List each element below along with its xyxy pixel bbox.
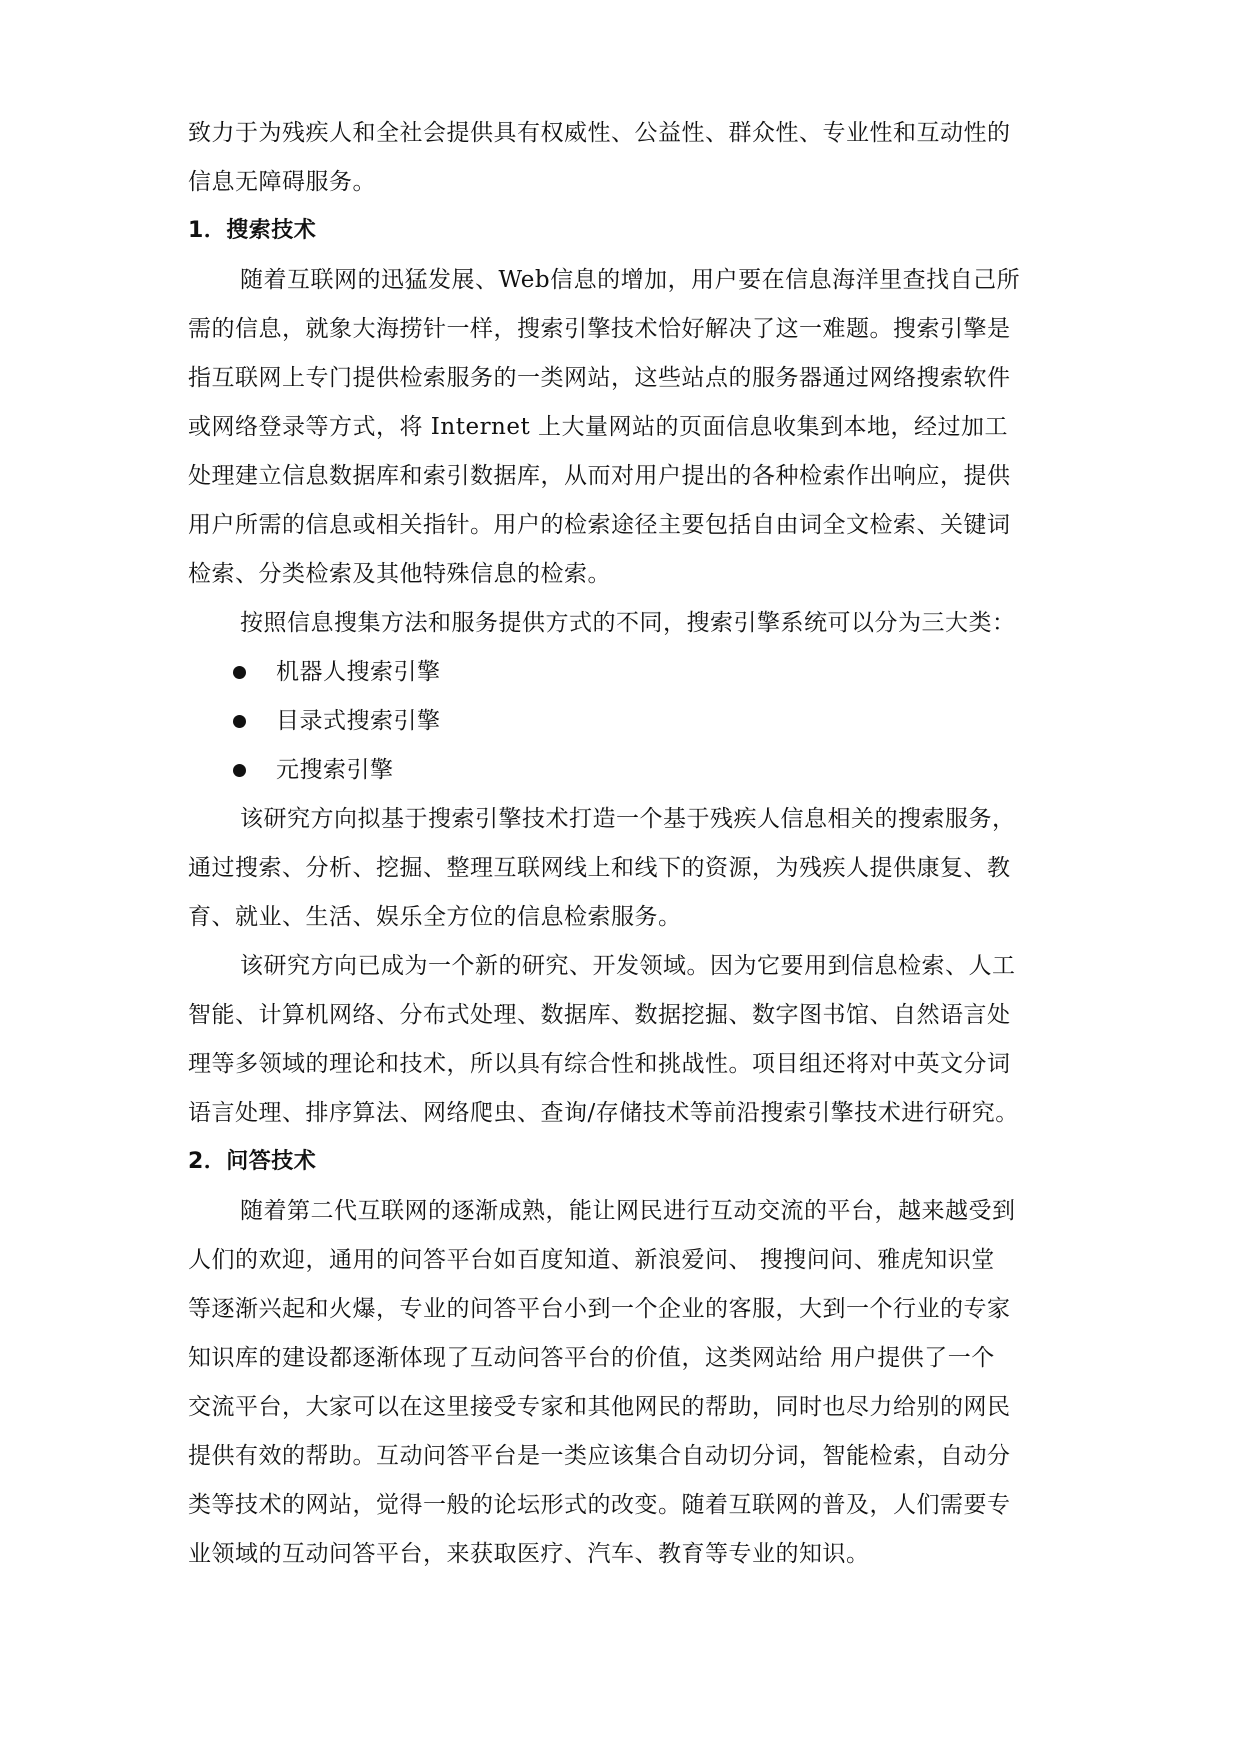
section-heading: 2．问答技术 — [188, 1149, 317, 1174]
paragraph-line: 处理建立信息数据库和索引数据库，从而对用户提出的各种检索作出响应，提供 — [188, 463, 1011, 489]
paragraph-line: 提供有效的帮助。互动问答平台是一类应该集合自动切分词，智能检索，自动分 — [188, 1443, 1011, 1469]
paragraph-line: 随着第二代互联网的逐渐成熟，能让网民进行互动交流的平台，越来越受到 — [240, 1198, 1016, 1224]
paragraph-line: 需的信息，就象大海捞针一样，搜索引擎技术恰好解决了这一难题。搜索引擎是 — [188, 316, 1011, 342]
paragraph-line: 育、就业、生活、娱乐全方位的信息检索服务。 — [188, 904, 682, 930]
bullet-text: 机器人搜索引擎 — [276, 659, 441, 685]
paragraph-line: 类等技术的网站，觉得一般的论坛形式的改变。随着互联网的普及，人们需要专 — [188, 1492, 1011, 1518]
paragraph-line: 致力于为残疾人和全社会提供具有权威性、公益性、群众性、专业性和互动性的 — [188, 120, 1011, 146]
paragraph-line: 或网络登录等方式，将 Internet 上大量网站的页面信息收集到本地，经过加工 — [188, 414, 1009, 440]
paragraph-line: 该研究方向拟基于搜索引擎技术打造一个基于残疾人信息相关的搜索服务， — [240, 806, 1016, 832]
paragraph-line: 检索、分类检索及其他特殊信息的检索。 — [188, 561, 611, 587]
paragraph-line: 知识库的建设都逐渐体现了互动问答平台的价值，这类网站给 用户提供了一个 — [188, 1345, 995, 1371]
bullet-text: 目录式搜索引擎 — [276, 708, 441, 734]
document-page — [188, 118, 1060, 1588]
paragraph-line: 通过搜索、分析、挖掘、整理互联网线上和线下的资源，为残疾人提供康复、教 — [188, 855, 1011, 881]
paragraph-line: 智能、计算机网络、分布式处理、数据库、数据挖掘、数字图书馆、自然语言处 — [188, 1002, 1011, 1028]
bullet-icon — [233, 715, 246, 728]
paragraph-line: 指互联网上专门提供检索服务的一类网站，这些站点的服务器通过网络搜索软件 — [188, 365, 1011, 391]
bullet-item — [188, 706, 1060, 736]
bullet-icon — [233, 666, 246, 679]
paragraph-line: 理等多领域的理论和技术，所以具有综合性和挑战性。项目组还将对中英文分词 — [188, 1051, 1011, 1077]
paragraph-line: 该研究方向已成为一个新的研究、开发领域。因为它要用到信息检索、人工 — [240, 953, 1016, 979]
bullet-item — [188, 657, 1060, 687]
section-heading: 1．搜索技术 — [188, 218, 317, 243]
paragraph-line: 人们的欢迎，通用的问答平台如百度知道、新浪爱问、 搜搜问问、雅虎知识堂 — [188, 1247, 995, 1273]
paragraph-line: 用户所需的信息或相关指针。用户的检索途径主要包括自由词全文检索、关键词 — [188, 512, 1011, 538]
paragraph-line: 语言处理、排序算法、网络爬虫、查询/存储技术等前沿搜索引擎技术进行研究。 — [188, 1100, 1019, 1126]
paragraph-line: 交流平台，大家可以在这里接受专家和其他网民的帮助，同时也尽力给别的网民 — [188, 1394, 1011, 1420]
bullet-icon — [233, 764, 246, 777]
paragraph-line: 随着互联网的迅猛发展、Web信息的增加，用户要在信息海洋里查找自己所 — [240, 267, 1021, 293]
paragraph-line: 信息无障碍服务。 — [188, 169, 376, 195]
paragraph-line: 业领域的互动问答平台，来获取医疗、汽车、教育等专业的知识。 — [188, 1541, 870, 1567]
bullet-item — [188, 755, 1060, 785]
paragraph-line: 按照信息搜集方法和服务提供方式的不同，搜索引擎系统可以分为三大类： — [240, 610, 1016, 636]
bullet-text: 元搜索引擎 — [276, 757, 394, 783]
paragraph-line: 等逐渐兴起和火爆，专业的问答平台小到一个企业的客服，大到一个行业的专家 — [188, 1296, 1011, 1322]
